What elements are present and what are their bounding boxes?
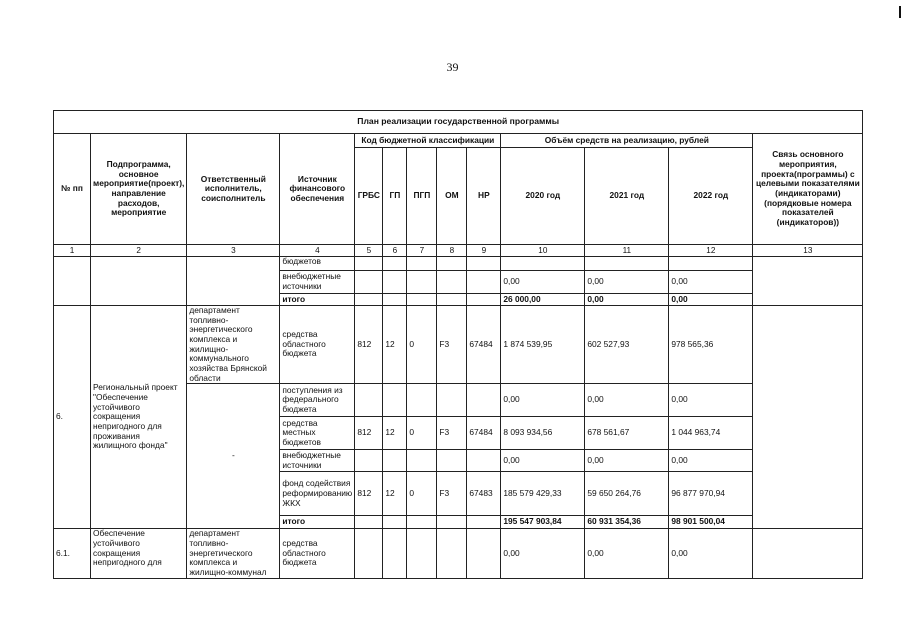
header-budget-code-group: Код бюджетной классификации bbox=[355, 134, 501, 148]
s6-r5-gp: 12 bbox=[383, 472, 407, 516]
s6-r3-nr: 67484 bbox=[467, 417, 501, 450]
prev-total-source: итого bbox=[280, 294, 355, 306]
s6-r1-pgp: 0 bbox=[407, 306, 437, 384]
header-link: Связь основного мероприятия, проекта(программы) с целевыми показателями (индикаторами) (порядковые номера показателей (индикаторов)) bbox=[753, 134, 863, 245]
s6-r4-2021: 0,00 bbox=[585, 450, 669, 472]
table-row bbox=[54, 257, 863, 271]
s6-r1-grbs: 812 bbox=[355, 306, 383, 384]
s6-r2-2021: 0,00 bbox=[585, 384, 669, 417]
s6-total-source: итого bbox=[280, 516, 355, 529]
header-om: ОМ bbox=[437, 148, 467, 245]
prev-total-2020: 26 000,00 bbox=[501, 294, 585, 306]
header-row-1 bbox=[54, 134, 863, 148]
s6-r4-2020: 0,00 bbox=[501, 450, 585, 472]
s6-r1-om: F3 bbox=[437, 306, 467, 384]
column-number: 10 bbox=[501, 245, 585, 257]
s61-source: средства областного бюджета bbox=[280, 529, 355, 578]
s6-r2-source: поступления из федерального бюджета bbox=[280, 384, 355, 417]
header-source: Источник финансового обеспечения bbox=[280, 134, 355, 245]
column-number: 1 bbox=[54, 245, 91, 257]
section-6-coexecutor: - bbox=[187, 384, 280, 529]
s6-r1-2020: 1 874 539,95 bbox=[501, 306, 585, 384]
section-61-responsible: департамент топливно-энергетического комплекса и жилищно-коммунал bbox=[187, 529, 280, 578]
s6-r3-pgp: 0 bbox=[407, 417, 437, 450]
s6-r5-2021: 59 650 264,76 bbox=[585, 472, 669, 516]
prev-total-2022: 0,00 bbox=[669, 294, 753, 306]
column-number: 8 bbox=[437, 245, 467, 257]
prev-total-2021: 0,00 bbox=[585, 294, 669, 306]
s6-r5-om: F3 bbox=[437, 472, 467, 516]
s6-r5-pgp: 0 bbox=[407, 472, 437, 516]
page-number: 39 bbox=[446, 60, 459, 74]
header-pgp: ПГП bbox=[407, 148, 437, 245]
program-plan-table-wrapper bbox=[53, 110, 863, 579]
s6-r2-2022: 0,00 bbox=[669, 384, 753, 417]
header-gp: ГП bbox=[383, 148, 407, 245]
header-subprogram: Подпрограмма, основное мероприятие(проект), направление расходов, мероприятие bbox=[91, 134, 187, 245]
s6-r3-grbs: 812 bbox=[355, 417, 383, 450]
table-title: План реализации государственной программы bbox=[54, 111, 863, 134]
column-number: 13 bbox=[753, 245, 863, 257]
s6-r5-source: фонд содействия реформированию ЖКХ bbox=[280, 472, 355, 516]
header-nr: НР bbox=[467, 148, 501, 245]
s6-r3-2021: 678 561,67 bbox=[585, 417, 669, 450]
column-number: 4 bbox=[280, 245, 355, 257]
s6-total-2022: 98 901 500,04 bbox=[669, 516, 753, 529]
s6-r1-source: средства областного бюджета bbox=[280, 306, 355, 384]
header-2020: 2020 год bbox=[501, 148, 585, 245]
s6-r3-2022: 1 044 963,74 bbox=[669, 417, 753, 450]
s6-r3-gp: 12 bbox=[383, 417, 407, 450]
s6-r3-om: F3 bbox=[437, 417, 467, 450]
cell-empty bbox=[91, 257, 187, 306]
s6-r3-2020: 8 093 934,56 bbox=[501, 417, 585, 450]
s6-total-2020: 195 547 903,84 bbox=[501, 516, 585, 529]
section-6-number: 6. bbox=[54, 306, 91, 529]
program-plan-table bbox=[53, 110, 863, 579]
s6-r5-2020: 185 579 429,33 bbox=[501, 472, 585, 516]
table-title-row bbox=[54, 111, 863, 134]
header-2022: 2022 год bbox=[669, 148, 753, 245]
section-6-responsible: департамент топливно-энергетического комплекса и жилищно-коммунального хозяйства Брянской области bbox=[187, 306, 280, 384]
section-6-link bbox=[753, 306, 863, 529]
section-61-name: Обеспечение устойчивого сокращения непригодного для bbox=[91, 529, 187, 578]
column-number: 2 bbox=[91, 245, 187, 257]
column-number-row bbox=[54, 245, 863, 257]
s61-2022: 0,00 bbox=[669, 529, 753, 578]
column-number: 5 bbox=[355, 245, 383, 257]
s6-r4-source: внебюджетные источники bbox=[280, 450, 355, 472]
section-6-name: Региональный проект "Обеспечение устойчивого сокращения непригодного для проживания жилищного фонда" bbox=[91, 306, 187, 529]
column-number: 7 bbox=[407, 245, 437, 257]
header-2021: 2021 год bbox=[585, 148, 669, 245]
edge-mark bbox=[899, 6, 901, 18]
prev-extra-2021: 0,00 bbox=[585, 271, 669, 294]
section-61-number: 6.1. bbox=[54, 529, 91, 578]
s6-r1-2021: 602 527,93 bbox=[585, 306, 669, 384]
header-responsible: Ответственный исполнитель, соисполнитель bbox=[187, 134, 280, 245]
s6-r1-nr: 67484 bbox=[467, 306, 501, 384]
s6-r3-source: средства местных бюджетов bbox=[280, 417, 355, 450]
s6-r1-2022: 978 565,36 bbox=[669, 306, 753, 384]
prev-extra-2022: 0,00 bbox=[669, 271, 753, 294]
column-number: 9 bbox=[467, 245, 501, 257]
s61-2021: 0,00 bbox=[585, 529, 669, 578]
s6-r2-2020: 0,00 bbox=[501, 384, 585, 417]
column-number: 6 bbox=[383, 245, 407, 257]
column-number: 3 bbox=[187, 245, 280, 257]
s6-r5-grbs: 812 bbox=[355, 472, 383, 516]
table-row bbox=[54, 306, 863, 384]
prev-extra-source: внебюджетные источники bbox=[280, 271, 355, 294]
cell-empty bbox=[753, 257, 863, 306]
header-funds-group: Объём средств на реализацию, рублей bbox=[501, 134, 753, 148]
header-grbs: ГРБС bbox=[355, 148, 383, 245]
table-row bbox=[54, 529, 863, 578]
prev-budgets-source: бюджетов bbox=[280, 257, 355, 271]
section-61-link bbox=[753, 529, 863, 578]
s61-2020: 0,00 bbox=[501, 529, 585, 578]
column-number: 11 bbox=[585, 245, 669, 257]
s6-r1-gp: 12 bbox=[383, 306, 407, 384]
cell-empty bbox=[54, 257, 91, 306]
s6-r5-nr: 67483 bbox=[467, 472, 501, 516]
cell-empty bbox=[187, 257, 280, 306]
s6-r4-2022: 0,00 bbox=[669, 450, 753, 472]
s6-r5-2022: 96 877 970,94 bbox=[669, 472, 753, 516]
column-number: 12 bbox=[669, 245, 753, 257]
s6-total-2021: 60 931 354,36 bbox=[585, 516, 669, 529]
prev-extra-2020: 0,00 bbox=[501, 271, 585, 294]
header-no: № пп bbox=[54, 134, 91, 245]
